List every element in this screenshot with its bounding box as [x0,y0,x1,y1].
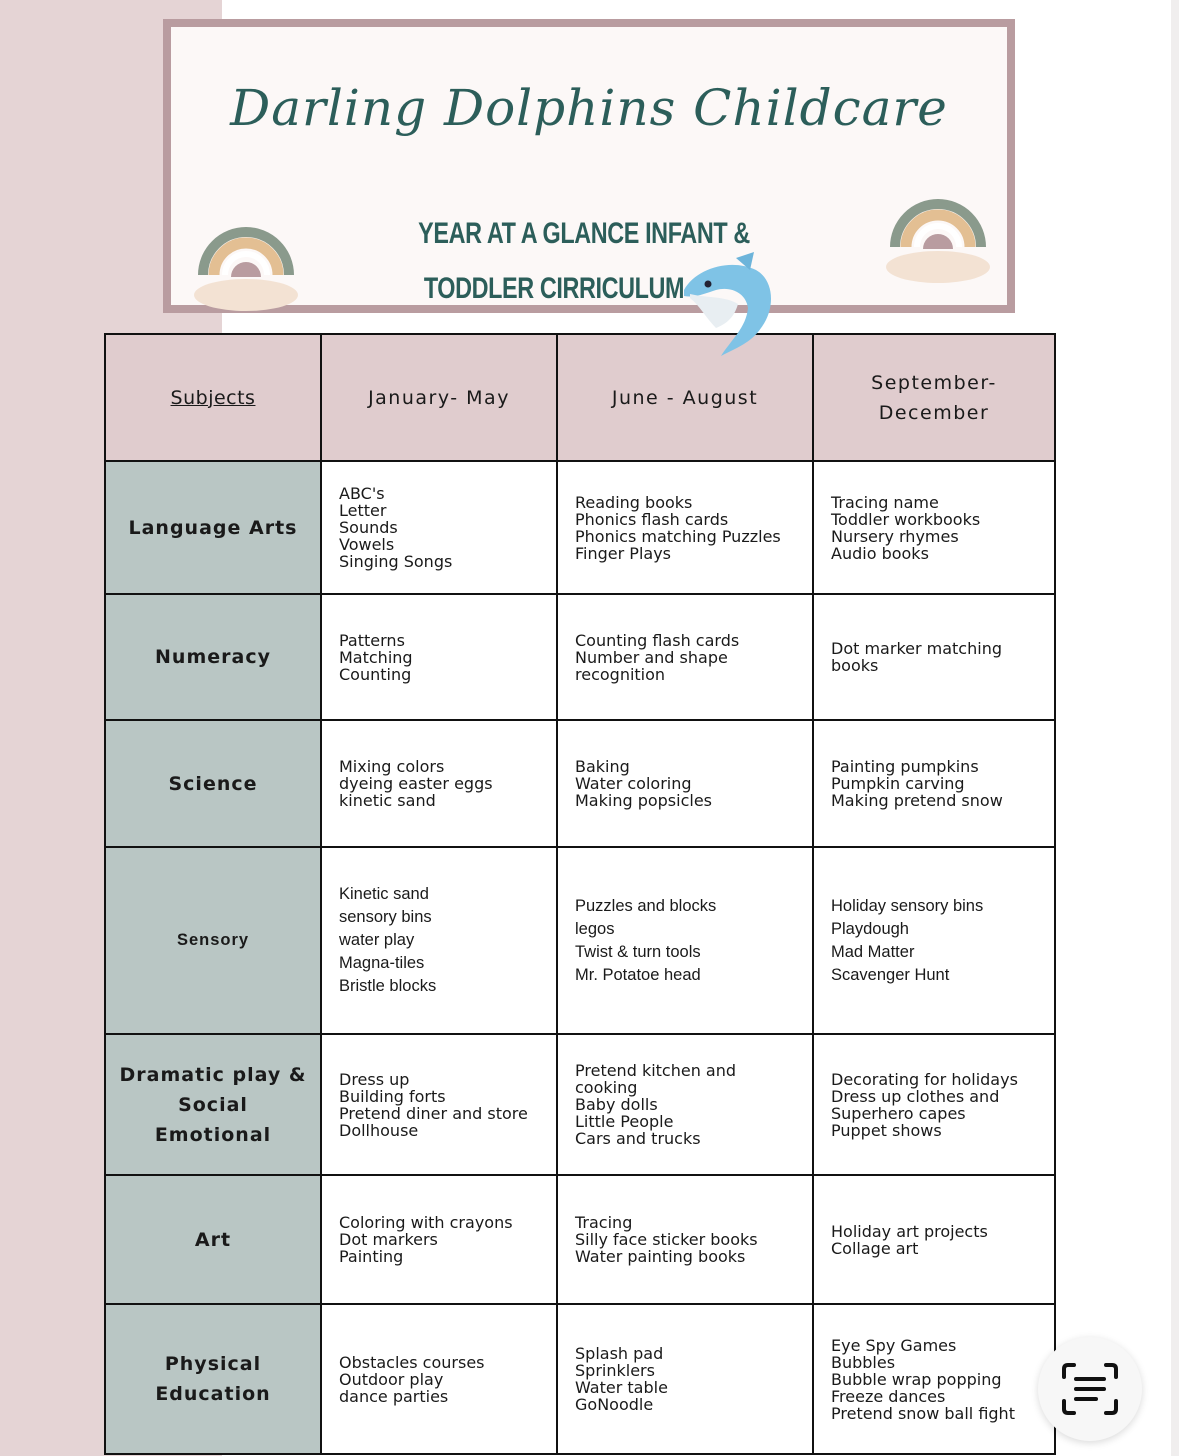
column-header-text: January- May [368,386,510,409]
page-edge [1171,0,1179,1456]
activity-item: Counting [339,664,412,684]
activity-item: Dot markers [339,1230,438,1249]
activity-item: Outdoor play [339,1369,444,1389]
subject-label: Science [168,772,258,795]
activity-item: Water painting books [575,1247,746,1266]
activity-item: Dollhouse [339,1120,419,1140]
subject-cell [105,1034,321,1175]
activity-item: Collage art [831,1238,919,1258]
column-header-text: June - August [611,386,759,409]
table-row [105,1175,1055,1304]
activity-cell [813,594,1055,720]
column-header [321,334,557,461]
column-header-text: September- [871,371,997,394]
activity-item: ABC's [339,484,385,503]
page-title: Darling Dolphins Childcare [230,79,948,137]
activity-item: Eye Spy Games [831,1335,957,1355]
activity-item: dance parties [339,1386,449,1406]
table-row [105,847,1055,1034]
activity-item: Water table [575,1378,668,1397]
subject-label: Dramatic play & [119,1063,307,1086]
activity-item: Mr. Potatoe head [575,965,701,984]
activity-item: Making popsicles [575,791,713,810]
activity-cell [321,1304,557,1454]
activity-cell [813,461,1055,594]
activity-item: Dress up [339,1069,410,1089]
activity-item: Little People [575,1112,674,1131]
activity-cell [813,1034,1055,1175]
activity-item: Phonics flash cards [575,509,729,529]
activity-item: water play [339,931,415,949]
subject-label: Numeracy [155,646,271,668]
activity-item: Splash pad [575,1344,664,1363]
table-row [105,1034,1055,1175]
activity-item: Dot marker matching [831,639,1002,658]
activity-item: Twist & turn tools [575,942,701,961]
activity-item: Cars and trucks [575,1129,701,1148]
activity-item: Freeze dances [831,1386,946,1406]
activity-item: Letter [339,501,387,520]
activity-cell [557,847,813,1034]
subtitle-line-1: YEAR AT A GLANCE INFANT & [418,217,750,250]
subject-cell [105,1175,321,1304]
activity-cell [321,1034,557,1175]
subject-cell [105,1304,321,1454]
activity-item: Audio books [831,543,929,563]
activity-item: Bristle blocks [339,977,437,995]
subtitle-line-2: TODDLER CIRRICULUM [423,272,685,305]
activity-cell [321,461,557,594]
activity-cell [813,720,1055,847]
activity-item: Puppet shows [831,1120,942,1140]
subject-label: Sensory [176,931,250,949]
activity-item: cooking [575,1078,638,1097]
activity-item: Bubbles [831,1352,896,1372]
activity-item: recognition [575,664,666,684]
activity-item: Sprinklers [575,1361,655,1380]
activity-item: Scavenger Hunt [831,965,950,984]
activity-cell [813,847,1055,1034]
activity-item: Phonics matching Puzzles [575,526,781,546]
table-row [105,594,1055,720]
live-text-button[interactable] [1038,1337,1142,1441]
activity-item: Holiday sensory bins [831,896,984,915]
activity-item: Pretend snow ball fight [831,1403,1015,1423]
activity-item: Number and shape [575,647,728,667]
rainbow-icon [191,195,301,315]
activity-item: Singing Songs [339,552,453,571]
activity-cell [557,1175,813,1304]
activity-item: Vowels [339,535,395,554]
subject-cell [105,594,321,720]
activity-item: kinetic sand [339,791,436,810]
activity-item: Superhero capes [831,1103,966,1123]
activity-item: Puzzles and blocks [575,896,717,915]
activity-item: Patterns [339,630,405,650]
activity-item: Holiday art projects [831,1221,988,1241]
subject-label: Emotional [154,1123,272,1146]
activity-cell [813,1175,1055,1304]
activity-item: Toddler workbooks [831,509,981,529]
activity-cell [557,461,813,594]
activity-item: Matching [339,647,413,667]
activity-cell [321,1175,557,1304]
text-scan-icon [1038,1337,1142,1441]
activity-item: Making pretend snow [831,791,1003,810]
activity-item: sensory bins [339,908,432,926]
activity-item: Decorating for holidays [831,1069,1018,1089]
activity-item: Water coloring [575,774,692,793]
activity-cell [557,1034,813,1175]
activity-item: Counting flash cards [575,630,740,650]
header-banner [163,19,1015,313]
activity-item: Building forts [339,1086,446,1106]
column-header-text: Subjects [170,386,256,409]
subject-label: Social [178,1093,248,1116]
table-header-row [105,334,1055,461]
activity-cell [557,1304,813,1454]
activity-item: books [831,656,879,675]
activity-item: Pretend kitchen and [575,1061,737,1080]
activity-item: Reading books [575,492,693,512]
activity-item: Mad Matter [831,942,915,961]
activity-item: Sounds [339,518,398,537]
activity-item: Obstacles courses [339,1352,485,1372]
activity-item: Painting pumpkins [831,757,979,776]
activity-item: Magna-tiles [339,954,425,972]
activity-item: dyeing easter eggs [339,774,493,793]
activity-cell [813,1304,1055,1454]
activity-item: GoNoodle [575,1395,654,1414]
activity-item: Pretend diner and store [339,1103,528,1123]
table-row [105,461,1055,594]
subject-label: Art [194,1228,232,1251]
activity-item: Tracing [575,1213,633,1232]
subject-label: Education [155,1383,271,1405]
activity-item: Painting [339,1247,404,1266]
activity-cell [557,720,813,847]
activity-item: Finger Plays [575,543,671,563]
activity-item: Baking [575,757,630,776]
activity-item: Nursery rhymes [831,526,959,546]
dolphin-icon [676,248,780,360]
activity-cell [321,720,557,847]
activity-item: Playdough [831,919,909,938]
activity-item: Tracing name [831,492,939,512]
table-row [105,720,1055,847]
subject-cell [105,720,321,847]
activity-item: Coloring with crayons [339,1213,513,1232]
curriculum-table [104,333,1056,1455]
rainbow-icon [883,167,993,287]
subject-cell [105,461,321,594]
subject-cell [105,847,321,1034]
column-header [813,334,1055,461]
activity-cell [321,594,557,720]
activity-item: Pumpkin carving [831,774,965,793]
activity-item: legos [575,919,615,938]
table-row [105,1304,1055,1454]
column-header-text: December [878,401,990,424]
activity-item: Silly face sticker books [575,1230,758,1249]
activity-item: Mixing colors [339,757,445,776]
activity-cell [321,847,557,1034]
subject-label: Physical [164,1353,262,1375]
subject-label: Language Arts [128,516,298,539]
column-header [105,334,321,461]
activity-item: Baby dolls [575,1095,658,1114]
activity-item: Dress up clothes and [831,1086,1000,1106]
activity-item: Kinetic sand [339,885,429,903]
activity-cell [557,594,813,720]
activity-item: Bubble wrap popping [831,1369,1002,1389]
